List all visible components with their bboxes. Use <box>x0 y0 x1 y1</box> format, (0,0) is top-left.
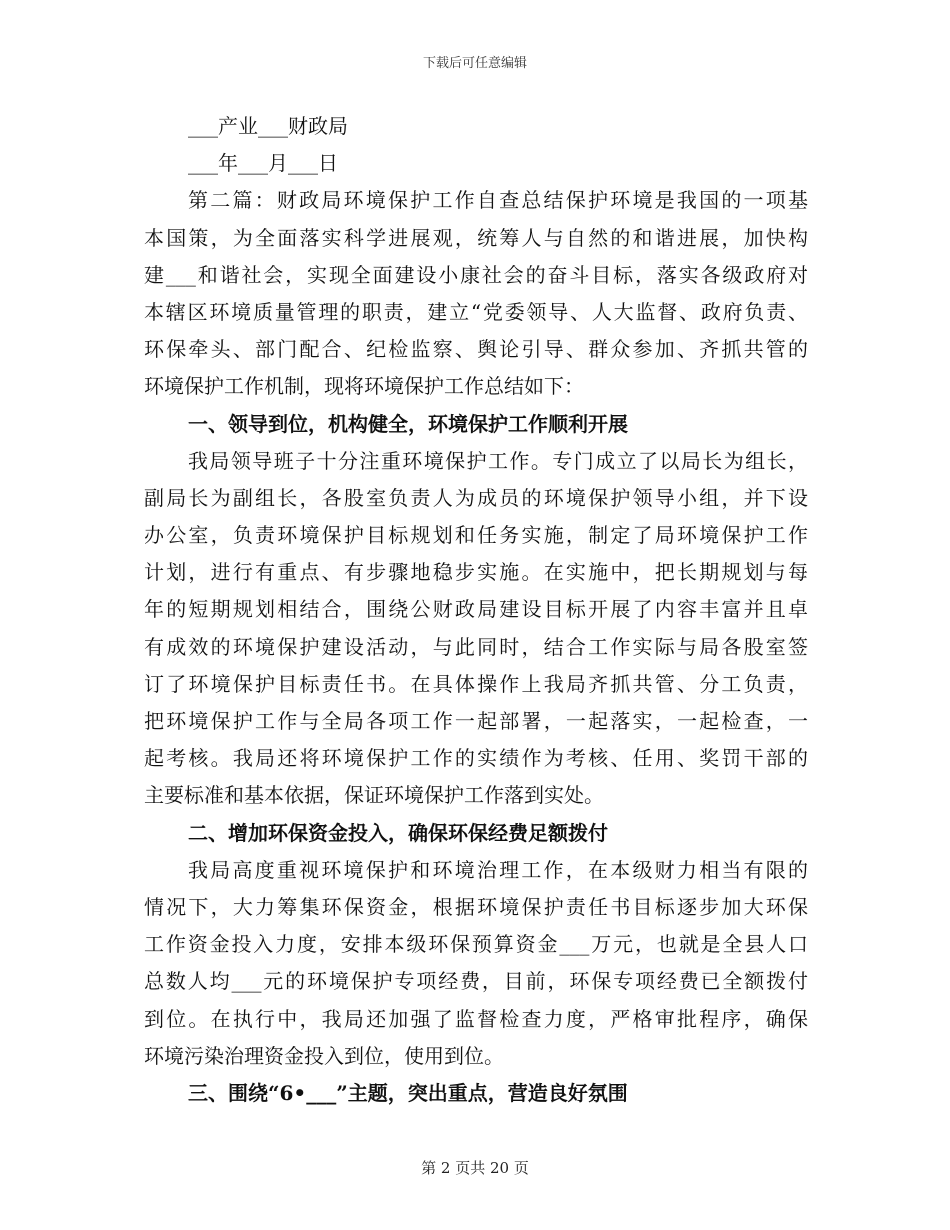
text-line: 我局高度重视环境保护和环境治理工作，在本级财力相当有限的 <box>188 857 808 882</box>
text-line: 第二篇：财政局环境保护工作自查总结保护环境是我国的一项基 <box>188 188 808 213</box>
text-line: 主要标准和基本依据，保证环境保护工作落到实处。 <box>144 783 604 808</box>
text-line: 环境污染治理资金投入到位，使用到位。 <box>144 1043 504 1068</box>
text-line: 订了环境保护目标责任书。在具体操作上我局齐抓共管、分工负责， <box>144 671 808 696</box>
text-line: 起考核。我局还将环境保护工作的实绩作为考核、任用、奖罚干部的 <box>144 746 808 771</box>
text-line: ___年___月___日 <box>188 151 338 176</box>
text-line: 副局长为副组长，各股室负责人为成员的环境保护领导小组，并下设 <box>144 485 808 510</box>
page-footer: 第 2 页共 20 页 <box>421 1159 529 1177</box>
text-line: 情况下，大力筹集环保资金，根据环境保护责任书目标逐步加大环保 <box>144 894 808 919</box>
section-heading: 一、领导到位，机构健全，环境保护工作顺利开展 <box>188 411 628 436</box>
text-line: 环境保护工作机制，现将环境保护工作总结如下： <box>144 374 584 399</box>
text-line: 年的短期规划相结合，围绕公财政局建设目标开展了内容丰富并且卓 <box>144 597 808 622</box>
text-line: 本辖区环境质量管理的职责，建立“党委领导、人大监督、政府负责、 <box>144 299 808 324</box>
text-line: 环保牵头、部门配合、纪检监察、舆论引导、群众参加、齐抓共管的 <box>144 337 808 362</box>
text-line: 本国策，为全面落实科学进展观，统筹人与自然的和谐进展，加快构 <box>144 225 808 250</box>
text-line: 建___和谐社会，实现全面建设小康社会的奋斗目标，落实各级政府对 <box>144 262 808 287</box>
text-line: 计划，进行有重点、有步骤地稳步实施。在实施中，把长期规划与每 <box>144 560 808 585</box>
text-line: 办公室，负责环境保护目标规划和任务实施，制定了局环境保护工作 <box>144 523 808 548</box>
text-line: 到位。在执行中，我局还加强了监督检查力度，严格审批程序，确保 <box>144 1006 808 1031</box>
text-line: 有成效的环境保护建设活动，与此同时，结合工作实际与局各股室签 <box>144 634 808 659</box>
document-body <box>144 108 808 1112</box>
page-header: 下载后可任意编辑 <box>422 56 527 71</box>
text-line: 我局领导班子十分注重环境保护工作。专门成立了以局长为组长， <box>188 448 808 473</box>
text-line: 把环境保护工作与全局各项工作一起部署，一起落实，一起检查，一 <box>144 709 808 733</box>
text-line: 工作资金投入力度，安排本级环保预算资金___万元，也就是全县人口 <box>144 932 808 957</box>
text-line: 总数人均___元的环境保护专项经费，目前，环保专项经费已全额拨付 <box>144 969 808 994</box>
text-line: ___产业___财政局 <box>188 114 348 138</box>
section-heading: 三、围绕“6•___”主题，突出重点，营造良好氛围 <box>188 1080 628 1105</box>
section-heading: 二、增加环保资金投入，确保环保经费足额拨付 <box>188 820 608 845</box>
